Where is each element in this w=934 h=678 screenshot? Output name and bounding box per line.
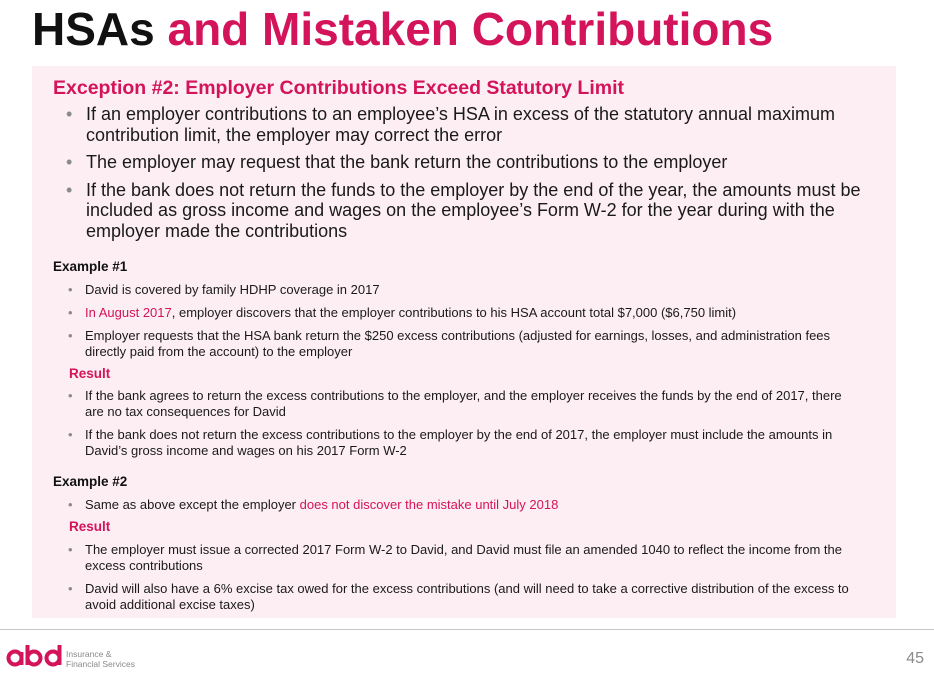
highlight-date: In August 2017 <box>85 305 172 320</box>
example-2-bullet-1-text: Same as above except the employer <box>85 497 300 512</box>
example-1-bullet-2-text: , employer discovers that the employer contributions to his HSA account total $7,000 ($6,750 limit) <box>171 305 737 320</box>
abd-logo-icon <box>6 643 66 669</box>
example-1-result-label: Result <box>69 366 111 381</box>
footer-divider <box>0 629 934 630</box>
example-2-bullets <box>52 497 852 520</box>
example-1-bullet-1: • David is covered by family HDHP coverage in 2017 <box>52 282 852 298</box>
main-bullet-1: • If an employer contributions to an employee’s HSA in excess of the statutory annual maximum contribution limit, the employer may correct the error <box>64 104 864 145</box>
example-1-bullet-3: • Employer requests that the HSA bank return the $250 excess contributions (adjusted for earnings, losses, and administration fees directly paid from the account) to the employer <box>52 328 852 360</box>
highlight-mistake: does not discover the mistake until July 2018 <box>299 497 559 512</box>
logo-text-line-1: Insurance & <box>66 649 112 659</box>
example-2-bullet-1 <box>52 497 852 513</box>
example-2-result-label: Result <box>69 519 111 534</box>
example-2-result-bullet-2: • David will also have a 6% excise tax owed for the excess contributions (and will need to take a corrective distribution of the excess to avoid additional excise taxes) <box>52 581 852 613</box>
example-2-result-bullets <box>52 542 852 620</box>
example-1-result-bullets <box>52 388 852 466</box>
content-panel <box>32 66 896 618</box>
logo-text <box>66 649 135 669</box>
title-part-1: HSAs <box>32 3 155 55</box>
example-1-label: Example #1 <box>53 259 128 274</box>
example-1-result-bullet-2: • If the bank does not return the excess contributions to the employer by the end of 2017, the employer must include the amounts in David’s gross income and wages on his 2017 Form W-2 <box>52 427 852 459</box>
page-number: 45 <box>906 650 924 667</box>
section-heading: Exception #2: Employer Contributions Exceed Statutory Limit <box>53 77 625 99</box>
example-1-bullets <box>52 282 852 367</box>
example-1-result-bullet-1: • If the bank agrees to return the excess contributions to the employer, and the employer receives the funds by the end of 2017, there are no tax consequences for David <box>52 388 852 420</box>
slide-title <box>32 2 773 56</box>
main-bullet-3: • If the bank does not return the funds to the employer by the end of the year, the amounts must be included as gross income and wages on the employee’s Form W-2 for the year during with the employer made the contributions <box>64 180 864 242</box>
example-1-bullet-2 <box>52 305 852 321</box>
main-bullet-2: • The employer may request that the bank return the contributions to the employer <box>64 152 864 173</box>
example-2-result-bullet-1: • The employer must issue a corrected 2017 Form W-2 to David, and David must file an amended 1040 to reflect the income from the excess contributions <box>52 542 852 574</box>
example-2-label: Example #2 <box>53 474 128 489</box>
title-part-2: and Mistaken Contributions <box>167 3 774 55</box>
logo-text-line-2: Financial Services <box>66 659 135 669</box>
main-bullet-list <box>64 104 864 248</box>
